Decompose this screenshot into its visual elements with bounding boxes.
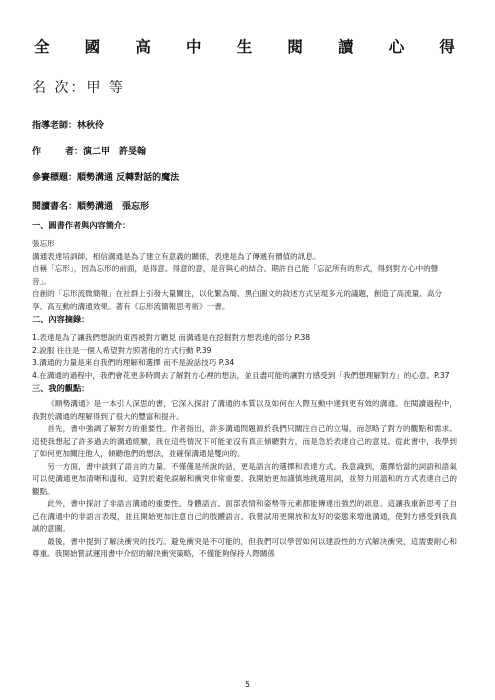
excerpt-list xyxy=(32,332,457,382)
book-line xyxy=(32,201,457,213)
title-char: 生 xyxy=(236,37,253,56)
award-rank: 名 次：甲 等 xyxy=(32,80,125,96)
title-char: 讀 xyxy=(338,37,354,56)
intro-paragraph: 自稱「忘形」，因為忘形的前面，是得意。得意的意，是音與心的結合。期許自己能「忘記所有的形式，得到對方心中的聲音」。 xyxy=(32,264,439,286)
title-char: 全 xyxy=(34,37,50,56)
opinion-paragraph: 首先，書中強調了解對方的重要性。作者指出，許多溝通問題源於我們只關注自己的立場，而忽略了對方的觀點和需求。這使我想起了許多過去的溝通經驗，我在這些情況下可能並沒有真正傾聽對方，而是急於表達自己的意見。從此書中，我學到了如何更加關注他人，傾聽他們的想法，並確保溝通是雙向的。 xyxy=(32,424,457,458)
topic-title: 順勢溝通 反轉對話的魔法 xyxy=(77,173,180,183)
section-heading-opinion: 三、我的觀點： xyxy=(32,383,90,393)
book-label: 閱讀書名： xyxy=(32,202,78,212)
excerpt-item: 3.溝通的力量是來自我們的理解和選擇 而不是說話技巧 P.34 xyxy=(32,358,235,367)
author-line xyxy=(32,146,457,158)
advisor-name: 林秋伶 xyxy=(77,121,105,131)
section-heading-excerpts: 二、內容摘錄： xyxy=(32,314,90,324)
advisor-label: 指導老師： xyxy=(32,121,78,131)
author-name-text: 張忘形 xyxy=(32,239,55,248)
author-label-start: 作 xyxy=(32,147,42,157)
opinion-paragraph: 最後，書中提到了解決衝突的技巧。避免衝突是不可能的，但我們可以學習如何以建設性的方式解決衝突，這需要耐心和尊重。我開始嘗試運用書中介紹的解決衝突策略，不僅能夠保持人際關係 xyxy=(32,536,457,558)
topic-line xyxy=(32,172,457,184)
intro-paragraph: 溝通表達培訓師，相信溝通是為了建立有意義的關係，表達是為了傳遞有價值的訊息。 xyxy=(32,251,321,261)
title-char: 國 xyxy=(84,37,101,56)
intro-paragraph: 自創的「忘形流微簡報」在社群上引發大量關注，以化繁為簡、黑白圖文的敘述方式呈現多元的議題，創造了高流量、高分享、高互動的溝通效果。著有《忘形流簡報思考術》一書。 xyxy=(32,289,443,311)
opinion-paragraph: 另一方面，書中談到了語言的力量。不僅僅是所說的話，更是語言的選擇和表達方式。我意識到，選擇恰當的詞語和語氣可以使溝通更加清晰和溫和。這對於避免誤解和衝突非常重要。我開始更加謹慎地挑選用詞，並努力用溫和的方式表達自己的觀點。 xyxy=(32,461,457,496)
book-title: 順勢溝通 張忘形 xyxy=(77,202,150,212)
document-title xyxy=(34,36,455,58)
excerpt-item: 1.表達是為了讓我們想說的東西被對方聽見 而溝通是在挖掘對方想表達的部分 P.38 xyxy=(32,333,311,342)
author-label-end: 者： xyxy=(65,147,84,157)
title-char: 得 xyxy=(439,37,455,56)
excerpt-item: 2.說服 往往是一個人希望對方照著他的方式行動 P.39 xyxy=(32,345,212,355)
opinion-paragraph: 《順勢溝通》是一本引人深思的書，它深入探討了溝通的本質以及如何在人際互動中達到更有效的溝通。在閱讀過程中，我對於溝通的理解得到了很大的豐富和提升。 xyxy=(32,399,457,421)
section-heading-intro: 一、圓書作者與內容簡介： xyxy=(32,220,131,230)
title-char: 閱 xyxy=(287,37,303,56)
topic-label: 參賽標題： xyxy=(32,173,78,183)
advisor-line xyxy=(32,120,457,132)
author-name: 演二甲 許旻翰 xyxy=(83,147,147,157)
page-number: 5 xyxy=(245,680,250,689)
title-char: 中 xyxy=(186,37,202,56)
title-char: 高 xyxy=(135,37,151,56)
excerpt-item: 4.在溝通的過程中，我們會花更多時間去了解對方心裡的想法，並且盡可能的讓對方感受到「我們想理解對方」的心意。P.37 xyxy=(32,370,450,380)
title-char: 心 xyxy=(388,37,405,56)
opinion-paragraph: 此外，書中探討了非語言溝通的重要性。身體語言、面部表情和姿勢等元素都能傳達出強烈的訊息。這讓我重新思考了自己在溝通中的非語言表現，並且開始更加注意自己的肢體語言。我嘗試用更開放和友好的姿態來增進溝通，使對方感受到我真誠的意圖。 xyxy=(32,499,457,533)
